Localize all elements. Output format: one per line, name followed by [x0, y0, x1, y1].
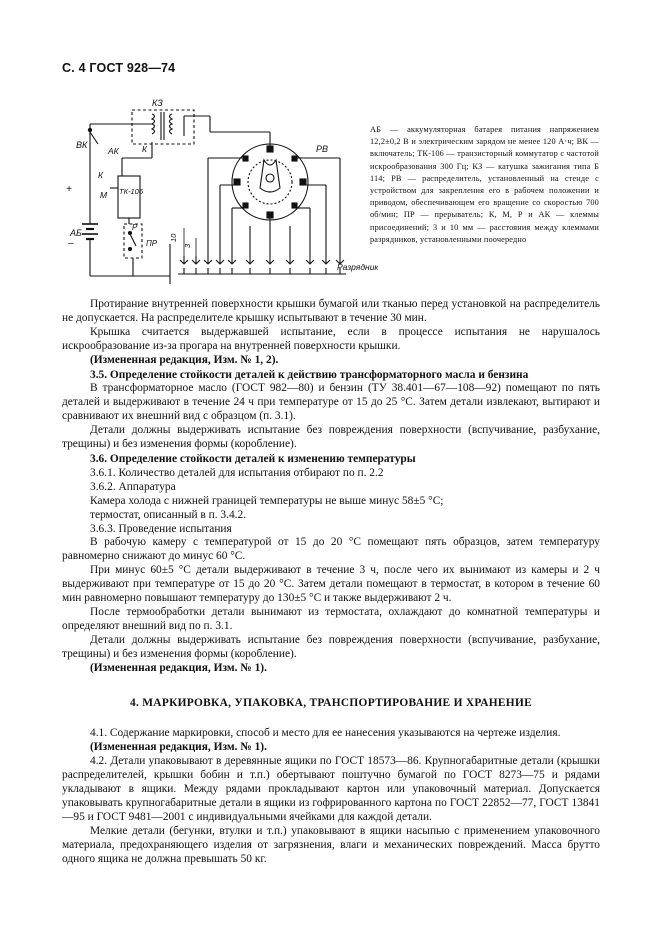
label-ak: АК	[108, 146, 119, 156]
label-razr: Разрядник	[337, 262, 378, 272]
paragraph: Детали должны выдерживать испытание без повреждения поверхности (вспучивание, разбухание, трещины) и без изменения формы (коробление).	[62, 633, 600, 660]
section-heading-4: 4. МАРКИРОВКА, УПАКОВКА, ТРАНСПОРТИРОВАНИЕ И ХРАНЕНИЕ	[129, 697, 533, 710]
label-d10: 10	[169, 233, 178, 242]
label-vk: ВК	[76, 140, 88, 150]
paragraph: Крышка считается выдержавшей испытание, если в процессе испытания не нарушалось искрообразование из-за прогара на внутренней поверхности крышки.	[62, 325, 600, 352]
label-p: Р	[132, 223, 138, 232]
paragraph: В рабочую камеру с температурой от 15 до 20 °С помещают пять образцов, затем температуру равномерно снижают до минус 60 °С.	[62, 536, 600, 563]
label-pr: ПР	[146, 239, 158, 248]
paragraph: 4.2. Детали упаковывают в деревянные ящики по ГОСТ 18573—86. Крупногабаритные детали (крышки распределителей, крышки бобин и т.п.) обертывают поштучно бумагой по ГОСТ 8273—75 и рядами укладывают в ящики. Между рядами прокладывают картон или упаковочный материал. Допускается упаковывать крупногабаритные детали в ящики из гофрированного картона по ГОСТ 22852—77, ГОСТ 13841—95 и ГОСТ 9481—2001 с индивидуальными ячейками для каждой детали.	[62, 755, 600, 823]
spark-gaps	[178, 256, 346, 274]
caption-text: АБ — аккумуляторная батарея питания напряжением 12,2±0,2 В и электрическим зарядом не менее 120 А·ч; ВК — включатель; ТК-106 — транзисторный коммутатор с частотой искрообразования 300 Гц; КЗ — катушка зажигания типа Б 114; РВ — распределитель, установленный на стенде с устройством для закрепления его в рабочем положении и приводом, обеспечивающем его вращение со скоростью 700 об/мин; ПР — прерыватель; К, М, Р и АК — клеммы присоединений; 3 и 10 мм — расстояния между клеммами разрядников, установленными поочередно	[370, 125, 599, 244]
paragraph: 4.1. Содержание маркировки, способ и место для ее нанесения указываются на чертеже изделия.	[90, 727, 561, 740]
transistor-switch-box	[118, 176, 140, 218]
label-rv: РВ	[316, 144, 329, 154]
page-header: С. 4 ГОСТ 928—74	[62, 61, 176, 75]
amendment-note: (Измененная редакция, Изм. № 1).	[90, 741, 267, 754]
section-heading-3-6: 3.6. Определение стойкости деталей к изменению температуры	[90, 452, 416, 465]
paragraph: термостат, описанный в п. 3.4.2.	[90, 508, 247, 521]
distributor-rotor	[260, 160, 280, 192]
paragraph: 3.6.1. Количество деталей для испытания отбирают по п. 2.2	[90, 466, 384, 479]
label-kz: КЗ	[152, 98, 163, 108]
amendment-note: (Измененная редакция, Изм. № 1, 2).	[90, 353, 279, 366]
coil-primary	[152, 114, 155, 134]
label-plus: +	[66, 184, 72, 195]
label-k-left: К	[98, 170, 104, 180]
label-m: М	[100, 190, 108, 200]
paragraph: 3.6.3. Проведение испытания	[90, 522, 232, 535]
amendment-note: (Измененная редакция, Изм. № 1).	[90, 661, 267, 674]
label-ab: АБ	[70, 228, 82, 238]
paragraph: После термообработки детали вынимают из термостата, охлаждают до комнатной температуры и определяют внешний вид по п. 3.1.	[62, 605, 600, 632]
ignition-test-schematic	[60, 96, 378, 292]
figure-caption	[370, 124, 599, 246]
label-tk: ТК-106	[119, 187, 144, 196]
coil-secondary	[170, 114, 173, 134]
paragraph: Протирание внутренней поверхности крышки бумагой или тканью перед установкой на распределитель не допускается. На распределителе крышку испытывают в течение 30 мин.	[62, 298, 600, 324]
paragraph: При минус 60±5 °С детали выдерживают в течение 3 ч, после чего их вынимают из камеры и 2 ч выдерживают при температуре от 15 до 20 °С. Затем детали помещают в термостат, в котором в течение 60 мин равномерно повышают температуру до 130±5 °С и также выдерживают 2 ч.	[62, 564, 600, 605]
paragraph: В трансформаторное масло (ГОСТ 982—80) и бензин (ТУ 38.401—67—108—92) помещают по пять деталей и выдерживают в течение 24 ч при температуре от 15 до 25 °С. Затем детали извлекают, вытирают и сравнивают их внешний вид с образцом (п. 3.1).	[62, 382, 600, 423]
paragraph: 3.6.2. Аппаратура	[90, 480, 176, 493]
label-d3: 3	[183, 243, 192, 248]
document-body	[62, 298, 600, 867]
paragraph: Детали должны выдерживать испытание без повреждения поверхности (вспучивание, разбухание, трещины) и без изменения формы (коробление).	[62, 424, 600, 451]
ignition-coil-box	[132, 110, 194, 144]
label-k-top: К	[142, 144, 148, 154]
section-heading-3-5: 3.5. Определение стойкости деталей к действию трансформаторного масла и бензина	[90, 368, 529, 381]
paragraph: Камера холода с нижней границей температуры не выше минус 58±5 °С;	[90, 494, 444, 507]
paragraph: Мелкие детали (бегунки, втулки и т.п.) упаковывают в ящики насыпью с применением упаковочного материала, предохраняющего изделия от загрязнения, влаги и механических повреждений. Масса брутто одного ящика не должна превышать 50 кг.	[62, 824, 600, 865]
label-minus: –	[68, 238, 74, 249]
